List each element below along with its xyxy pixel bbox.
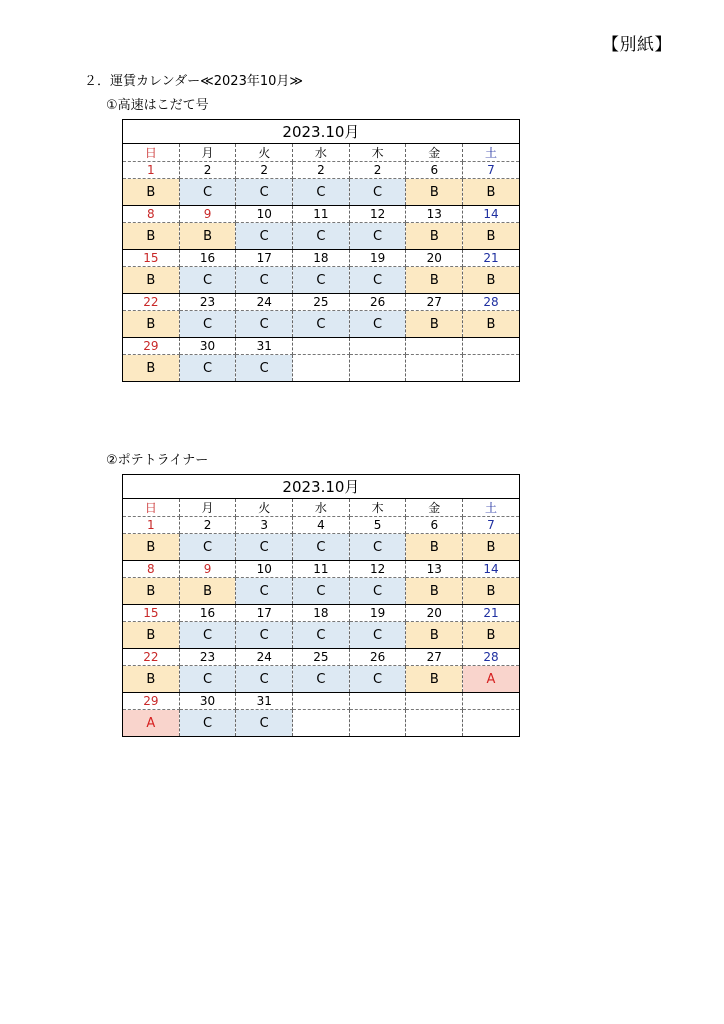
fare-cell: B (463, 311, 520, 338)
fare-cell (463, 710, 520, 737)
date-cell (406, 338, 463, 355)
date-cell: 9 (179, 561, 236, 578)
date-cell: 12 (349, 206, 406, 223)
date-cell: 6 (406, 517, 463, 534)
fare-cell: C (236, 311, 293, 338)
fare-cell: C (179, 666, 236, 693)
date-cell: 30 (179, 338, 236, 355)
fare-cell: C (349, 622, 406, 649)
date-cell: 6 (406, 162, 463, 179)
fare-cell: C (349, 223, 406, 250)
date-cell: 23 (179, 649, 236, 666)
date-cell: 4 (293, 517, 350, 534)
fare-cell: C (179, 267, 236, 294)
fare-cell: C (236, 179, 293, 206)
date-cell: 15 (123, 605, 180, 622)
date-cell: 7 (463, 517, 520, 534)
fare-cell: C (293, 223, 350, 250)
weekday-header: 火 (236, 144, 293, 162)
date-cell: 19 (349, 605, 406, 622)
fare-cell: C (349, 534, 406, 561)
date-cell: 15 (123, 250, 180, 267)
fare-cell: C (179, 355, 236, 382)
appendix-label: 【別紙】 (602, 35, 672, 55)
date-cell: 28 (463, 649, 520, 666)
date-cell: 18 (293, 250, 350, 267)
date-cell: 27 (406, 649, 463, 666)
weekday-header: 木 (349, 144, 406, 162)
fare-cell: B (406, 267, 463, 294)
date-cell: 24 (236, 294, 293, 311)
date-cell: 2 (179, 517, 236, 534)
date-cell: 2 (236, 162, 293, 179)
fare-cell: A (463, 666, 520, 693)
fare-cell: C (349, 578, 406, 605)
fare-cell (293, 355, 350, 382)
calendar-title: 2023.10月 (123, 120, 520, 144)
fare-cell: C (349, 311, 406, 338)
date-cell: 25 (293, 649, 350, 666)
date-cell: 1 (123, 517, 180, 534)
date-cell: 11 (293, 561, 350, 578)
date-cell: 16 (179, 605, 236, 622)
fare-cell: B (123, 223, 180, 250)
date-cell: 13 (406, 561, 463, 578)
fare-cell: B (463, 578, 520, 605)
date-cell: 11 (293, 206, 350, 223)
date-cell (349, 338, 406, 355)
fare-cell: C (236, 710, 293, 737)
fare-cell (293, 710, 350, 737)
date-cell: 31 (236, 693, 293, 710)
weekday-header: 木 (349, 499, 406, 517)
date-cell: 7 (463, 162, 520, 179)
date-cell: 21 (463, 250, 520, 267)
fare-cell: B (123, 622, 180, 649)
weekday-header: 土 (463, 144, 520, 162)
fare-cell: C (236, 622, 293, 649)
date-cell (349, 693, 406, 710)
date-cell: 17 (236, 250, 293, 267)
date-cell (293, 338, 350, 355)
weekday-header: 水 (293, 144, 350, 162)
date-cell: 16 (179, 250, 236, 267)
fare-cell: B (123, 534, 180, 561)
fare-cell: B (406, 666, 463, 693)
date-cell: 2 (293, 162, 350, 179)
date-cell: 26 (349, 649, 406, 666)
fare-cell: B (463, 534, 520, 561)
calendar-title: 2023.10月 (123, 475, 520, 499)
fare-cell: C (293, 666, 350, 693)
date-cell: 1 (123, 162, 180, 179)
date-cell: 30 (179, 693, 236, 710)
fare-cell: B (123, 578, 180, 605)
fare-cell: C (349, 666, 406, 693)
fare-cell: B (463, 179, 520, 206)
fare-cell: B (406, 578, 463, 605)
date-cell: 10 (236, 206, 293, 223)
fare-cell: C (179, 622, 236, 649)
fare-cell: C (293, 179, 350, 206)
fare-cell: C (349, 179, 406, 206)
date-cell: 20 (406, 250, 463, 267)
date-cell: 18 (293, 605, 350, 622)
fare-cell: B (406, 311, 463, 338)
fare-cell: B (123, 179, 180, 206)
weekday-header: 月 (179, 144, 236, 162)
section-heading: ２．運賃カレンダー≪2023年10月≫ (84, 74, 303, 89)
date-cell: 24 (236, 649, 293, 666)
fare-cell (406, 355, 463, 382)
date-cell: 3 (236, 517, 293, 534)
fare-cell: C (236, 534, 293, 561)
date-cell: 19 (349, 250, 406, 267)
date-cell (463, 338, 520, 355)
fare-cell: C (179, 179, 236, 206)
fare-cell: B (406, 622, 463, 649)
date-cell: 2 (349, 162, 406, 179)
fare-cell: B (179, 578, 236, 605)
date-cell: 22 (123, 294, 180, 311)
fare-cell: C (236, 267, 293, 294)
fare-cell: B (463, 267, 520, 294)
date-cell: 27 (406, 294, 463, 311)
date-cell: 28 (463, 294, 520, 311)
date-cell: 29 (123, 338, 180, 355)
fare-cell: C (349, 267, 406, 294)
date-cell: 13 (406, 206, 463, 223)
weekday-header: 金 (406, 499, 463, 517)
weekday-header: 土 (463, 499, 520, 517)
date-cell: 9 (179, 206, 236, 223)
calendar-2-heading: ②ポテトライナー (106, 453, 209, 468)
date-cell: 14 (463, 206, 520, 223)
date-cell: 26 (349, 294, 406, 311)
fare-cell (463, 355, 520, 382)
date-cell: 14 (463, 561, 520, 578)
fare-cell: C (236, 666, 293, 693)
date-cell: 8 (123, 561, 180, 578)
fare-cell: C (293, 267, 350, 294)
fare-cell: B (406, 179, 463, 206)
fare-cell (349, 710, 406, 737)
date-cell: 20 (406, 605, 463, 622)
date-cell: 12 (349, 561, 406, 578)
fare-cell: B (406, 223, 463, 250)
fare-cell: C (293, 622, 350, 649)
calendar-1-heading: ①高速はこだて号 (106, 98, 209, 113)
weekday-header: 日 (123, 144, 180, 162)
fare-cell: C (179, 534, 236, 561)
fare-calendar-hakodate (122, 119, 520, 382)
date-cell: 5 (349, 517, 406, 534)
date-cell (463, 693, 520, 710)
fare-cell: C (293, 578, 350, 605)
fare-cell: B (406, 534, 463, 561)
fare-cell: C (179, 311, 236, 338)
weekday-header: 水 (293, 499, 350, 517)
date-cell: 31 (236, 338, 293, 355)
fare-cell: C (236, 355, 293, 382)
weekday-header: 日 (123, 499, 180, 517)
fare-cell: B (463, 223, 520, 250)
weekday-header: 金 (406, 144, 463, 162)
fare-cell: B (179, 223, 236, 250)
fare-cell (406, 710, 463, 737)
fare-cell: B (123, 267, 180, 294)
fare-cell: C (179, 710, 236, 737)
fare-calendar-potato-liner (122, 474, 520, 737)
date-cell: 17 (236, 605, 293, 622)
date-cell (293, 693, 350, 710)
fare-cell: C (293, 534, 350, 561)
date-cell: 21 (463, 605, 520, 622)
fare-cell: C (236, 223, 293, 250)
fare-cell: B (123, 311, 180, 338)
date-cell: 10 (236, 561, 293, 578)
weekday-header: 月 (179, 499, 236, 517)
fare-cell: C (236, 578, 293, 605)
date-cell: 23 (179, 294, 236, 311)
weekday-header: 火 (236, 499, 293, 517)
date-cell (406, 693, 463, 710)
fare-cell: C (293, 311, 350, 338)
date-cell: 29 (123, 693, 180, 710)
fare-cell: B (123, 355, 180, 382)
fare-cell: B (123, 666, 180, 693)
date-cell: 25 (293, 294, 350, 311)
date-cell: 22 (123, 649, 180, 666)
fare-cell: A (123, 710, 180, 737)
fare-cell (349, 355, 406, 382)
fare-cell: B (463, 622, 520, 649)
date-cell: 2 (179, 162, 236, 179)
date-cell: 8 (123, 206, 180, 223)
